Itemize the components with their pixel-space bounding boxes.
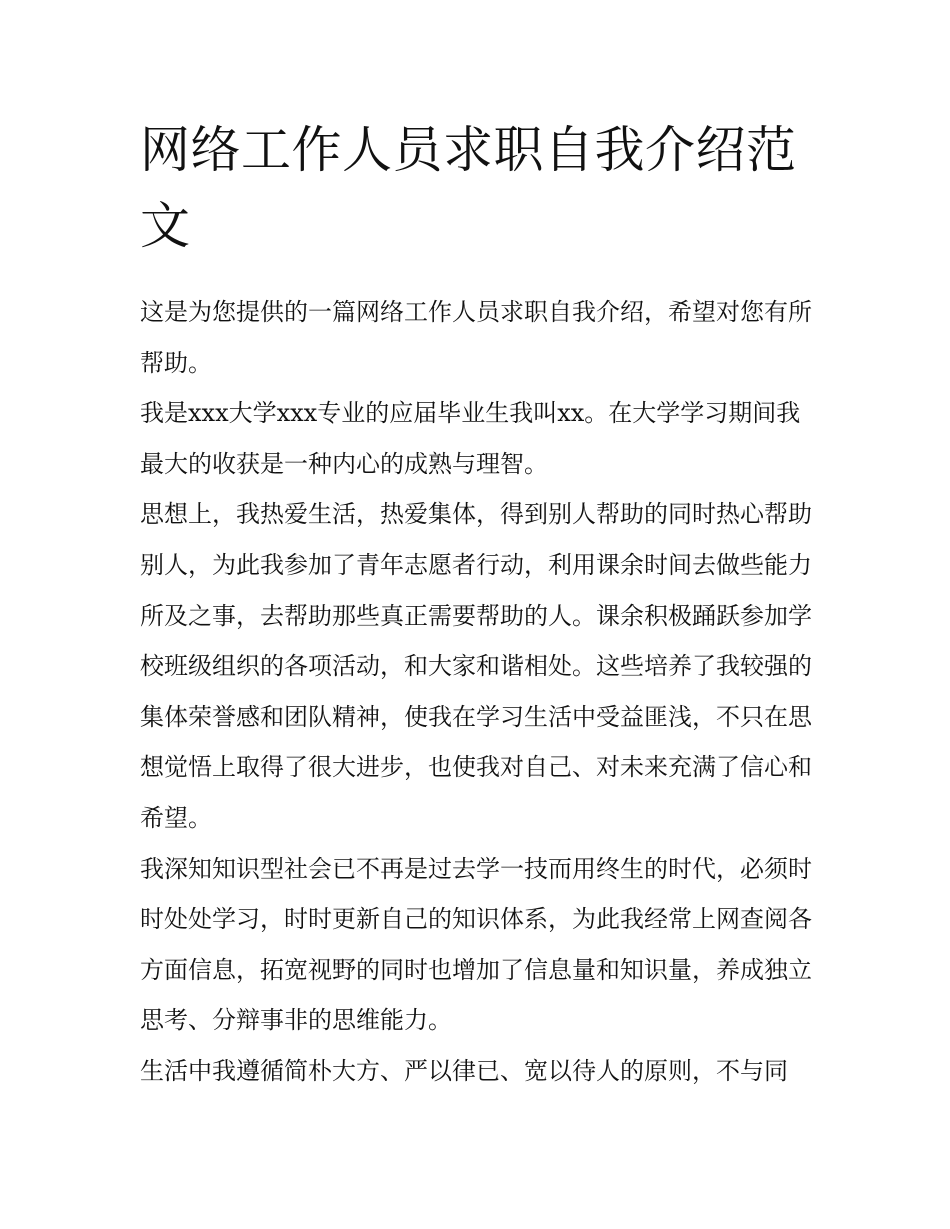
document-body — [140, 112, 812, 1097]
paragraph-self-introduction: 我是xxx大学xxx专业的应届毕业生我叫xx。在大学学习期间我最大的收获是一种内心的成熟与理智。 — [140, 399, 801, 478]
paragraph-learning: 我深知知识型社会已不再是过去学一技而用终生的时代，必须时时处处学习，时时更新自己的知识体系，为此我经常上网查阅各方面信息，拓宽视野的同时也增加了信息量和知识量，养成独立思考、分辩事非的思维能力。 — [140, 854, 812, 1035]
document-title: 网络工作人员求职自我介绍范文 — [140, 121, 797, 255]
paragraph-ideology: 思想上，我热爱生活，热爱集体，得到别人帮助的同时热心帮助别人，为此我参加了青年志愿者行动，利用课余时间去做些能力所及之事，去帮助那些真正需要帮助的人。课余积极踊跃参加学校班级组织的各项活动，和大家和谐相处。这些培养了我较强的集体荣誉感和团队精神，使我在学习生活中受益匪浅，不只在思想觉悟上取得了很大进步，也使我对自己、对未来充满了信心和希望。 — [140, 500, 812, 832]
paragraph-life: 生活中我遵循简朴大方、严以律已、宽以待人的原则，不与同 — [140, 1056, 788, 1085]
paragraph-intro: 这是为您提供的一篇网络工作人员求职自我介绍，希望对您有所帮助。 — [140, 298, 812, 377]
